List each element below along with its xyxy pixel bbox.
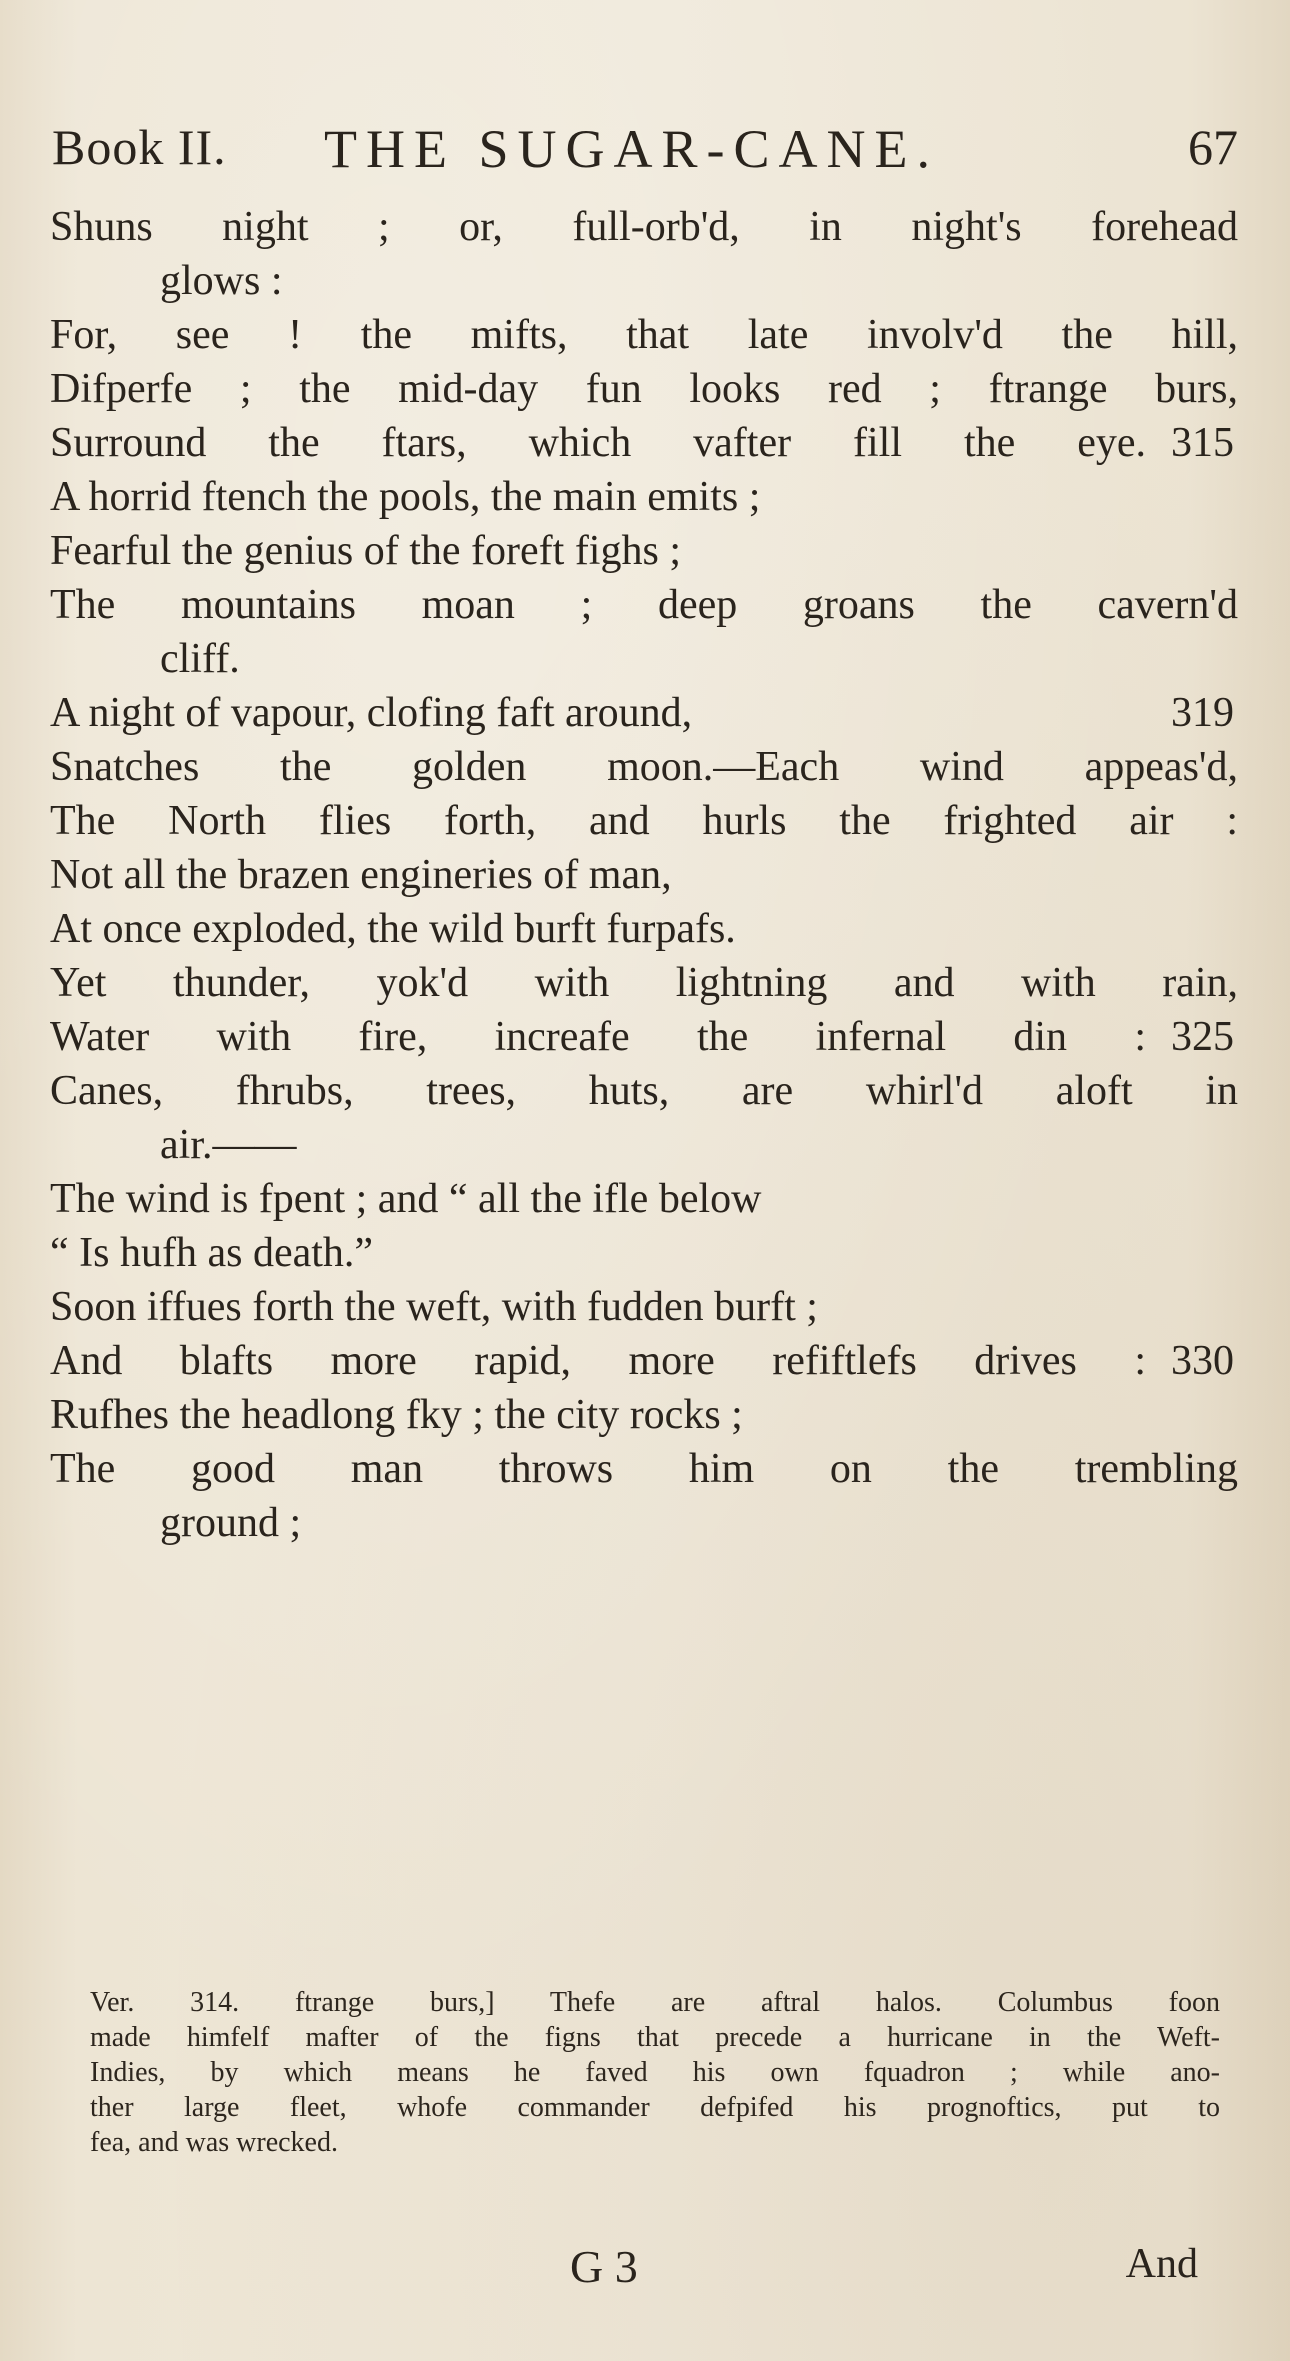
poem-line: Rufhes the headlong fky ; the city rocks ;	[50, 1392, 743, 1438]
line-number: 319	[1171, 690, 1234, 736]
page-number: 67	[1188, 119, 1238, 175]
footnote-line: Indies, by which means he faved his own fquadron ; while ano-	[90, 2057, 1220, 2088]
poem-line: Yet thunder, yok'd with lightning and with rain,	[50, 960, 1238, 1006]
catchword: And	[1125, 2241, 1198, 2287]
line-number: 325	[1171, 1014, 1234, 1060]
book-label: Book II.	[52, 119, 227, 175]
line-number: 315	[1171, 420, 1234, 466]
poem-line: ground ;	[160, 1500, 302, 1546]
poem-line: The mountains moan ; deep groans the cavern'd	[50, 582, 1238, 628]
poem-line: Not all the brazen engineries of man,	[50, 852, 672, 898]
poem-line: Fearful the genius of the foreft fighs ;	[50, 528, 681, 574]
footnote-line: made himfelf mafter of the figns that precede a hurricane in the Weft-	[90, 2022, 1220, 2053]
poem-line: Shuns night ; or, full-orb'd, in night's forehead	[50, 204, 1238, 250]
footnote-line: fea, and was wrecked.	[90, 2127, 338, 2158]
poem-line: Surround the ftars, which vafter fill the eye. 315	[50, 416, 1238, 470]
poem-line: For, see ! the mifts, that late involv'd the hill,	[50, 312, 1238, 358]
signature-mark: G 3	[570, 2241, 638, 2292]
poem-line: The wind is fpent ; and “ all the ifle below	[50, 1176, 762, 1222]
poem-line: Water with fire, increafe the infernal din : 325	[50, 1010, 1238, 1064]
page-title: THE SUGAR-CANE.	[324, 119, 939, 179]
poem-line: Snatches the golden moon.—Each wind appeas'd,	[50, 744, 1238, 790]
poem-line: “ Is hufh as death.”	[50, 1230, 374, 1276]
line-number: 330	[1171, 1338, 1234, 1384]
poem-line: The good man throws him on the trembling	[50, 1446, 1238, 1492]
running-header	[52, 118, 1238, 178]
poem-line: A horrid ftench the pools, the main emits ;	[50, 474, 761, 520]
poem-line: cliff.	[160, 636, 240, 682]
poem-line: glows :	[160, 258, 283, 304]
footnote-line: ther large fleet, whofe commander defpifed his prognoftics, put to	[90, 2092, 1220, 2123]
footnote	[90, 1985, 1220, 2160]
poem-body	[50, 200, 1238, 1550]
poem-line: Canes, fhrubs, trees, huts, are whirl'd aloft in	[50, 1068, 1238, 1114]
poem-line: Difperfe ; the mid-day fun looks red ; ftrange burs,	[50, 366, 1238, 412]
poem-line: air.——	[160, 1122, 297, 1168]
poem-line: At once exploded, the wild burft furpafs.	[50, 906, 736, 952]
poem-line: The North flies forth, and hurls the frighted air :	[50, 798, 1238, 844]
poem-line: Soon iffues forth the weft, with fudden burft ;	[50, 1284, 818, 1330]
poem-line: A night of vapour, clofing faft around, 319	[50, 686, 1238, 740]
poem-line: And blafts more rapid, more refiftlefs drives : 330	[50, 1334, 1238, 1388]
footnote-line: Ver. 314. ftrange burs,] Thefe are aftral halos. Columbus foon	[90, 1987, 1220, 2018]
